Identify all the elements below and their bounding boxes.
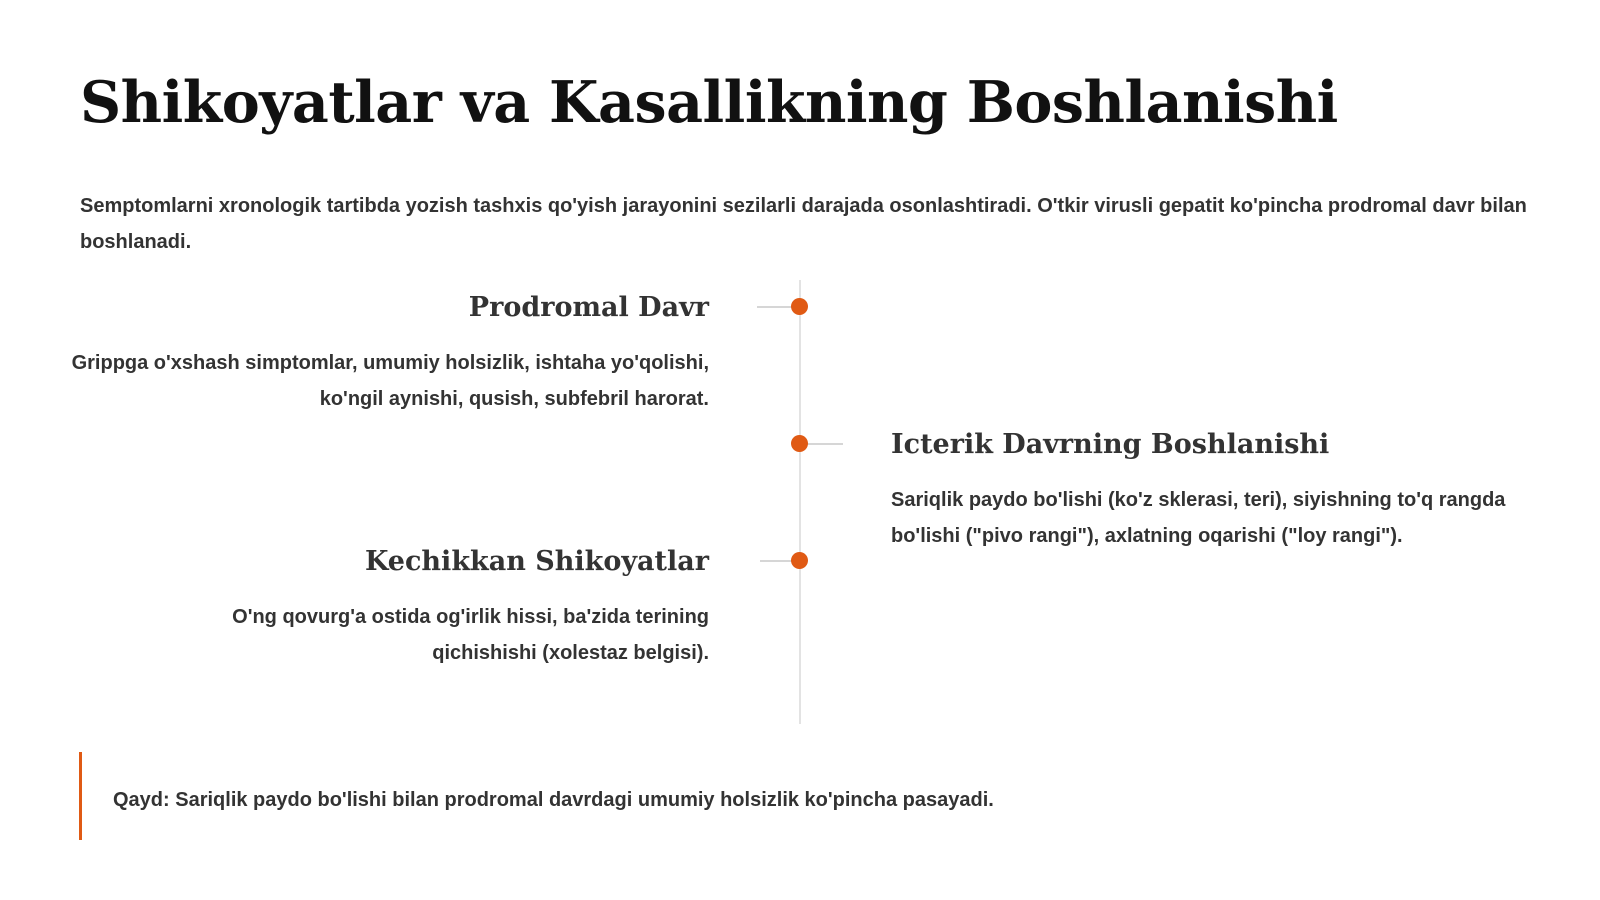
page-title: Shikoyatlar va Kasallikning Boshlanishi [80,69,1338,136]
event-title: Icterik Davrning Boshlanishi [891,429,1330,460]
event-text: Grippga o'xshash simptomlar, umumiy holsizlik, ishtaha yo'qolishi, ko'ngil aynishi, qusish, subfebril harorat. [71,352,709,410]
note-accent-bar [79,752,82,840]
event-text: Sariqlik paydo bo'lishi (ko'z sklerasi, teri), siyishning to'q rangda bo'lishi ("pivo rangi"), axlatning oqarishi ("loy rangi"). [891,489,1506,547]
note-text: Qayd: Sariqlik paydo bo'lishi bilan prodromal davrdagi umumiy holsizlik ko'pincha pasayadi. [113,789,994,811]
event-title: Kechikkan Shikoyatlar [364,546,709,577]
timeline-dot [791,435,808,452]
event-text: O'ng qovurg'a ostida og'irlik hissi, ba'zida terining qichishishi (xolestaz belgisi). [232,606,709,664]
event-title: Prodromal Davr [468,292,709,323]
intro-paragraph: Semptomlarni xronologik tartibda yozish tashxis qo'yish jarayonini sezilarli darajada osonlashtiradi. O'tkir virusli gepatit ko'pincha prodromal davr bilan boshlanadi. [80,195,1527,253]
timeline-dot [791,298,808,315]
timeline-dot [791,552,808,569]
timeline-axis [799,280,801,724]
